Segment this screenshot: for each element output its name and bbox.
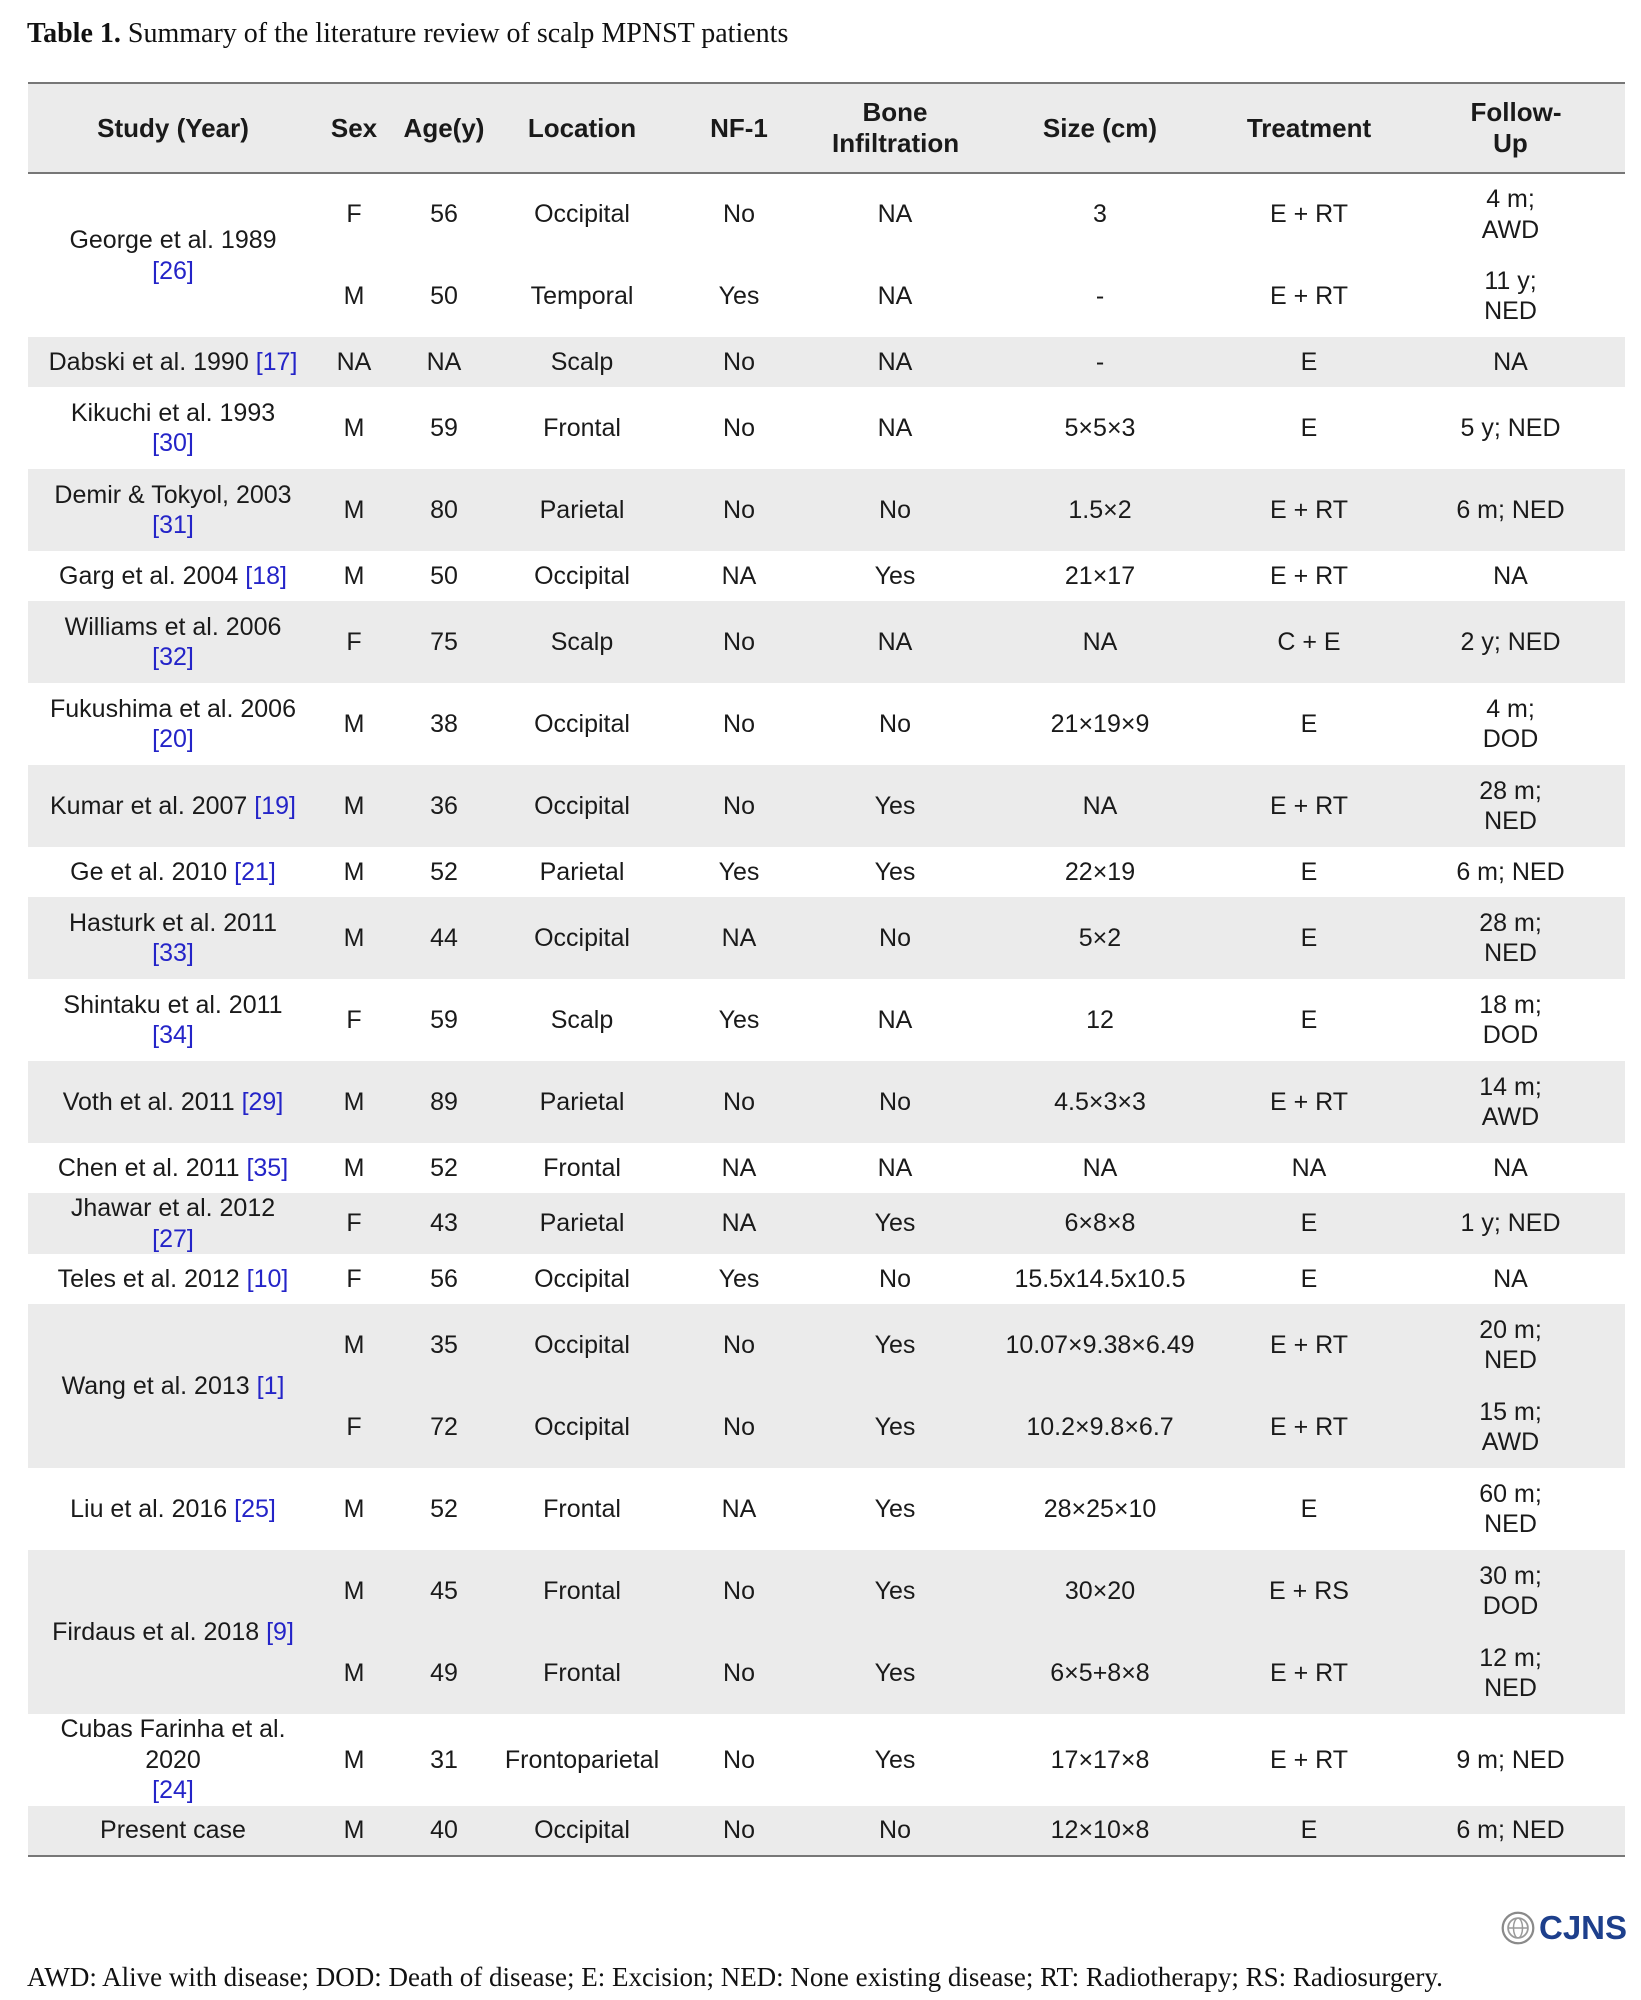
cell-treatment: E + RT xyxy=(1222,1386,1396,1468)
reference-link[interactable]: [31] xyxy=(152,511,194,539)
cell-follow-up: NA xyxy=(1396,551,1625,601)
cell-age: 50 xyxy=(390,551,498,601)
follow-up-text: 18 m; DOD xyxy=(1479,990,1542,1049)
study-name: George et al. 1989 xyxy=(69,226,277,254)
study-name: Shintaku et al. 2011 xyxy=(63,990,283,1019)
table-row xyxy=(28,551,1625,601)
cell-follow-up xyxy=(1396,255,1625,337)
cell-treatment: E + RT xyxy=(1222,1632,1396,1714)
header-age: Age(y) xyxy=(390,83,498,173)
cell-location: Parietal xyxy=(498,1193,666,1254)
study-name: Garg et al. 2004 xyxy=(59,561,239,590)
cell-study xyxy=(28,1468,318,1550)
cell-sex: M xyxy=(318,387,390,469)
cell-age: 40 xyxy=(390,1806,498,1856)
cell-age: 49 xyxy=(390,1632,498,1714)
study-name: Ge et al. 2010 xyxy=(70,857,228,886)
header-bone-infiltration xyxy=(812,83,978,173)
cell-nf1: No xyxy=(666,387,812,469)
cell-size: NA xyxy=(978,1143,1222,1193)
cell-age: 72 xyxy=(390,1386,498,1468)
cell-nf1: Yes xyxy=(666,255,812,337)
cell-size: 15.5x14.5x10.5 xyxy=(978,1254,1222,1304)
header-treatment: Treatment xyxy=(1222,83,1396,173)
table-caption-text: Summary of the literature review of scalp MPNST patients xyxy=(127,18,789,49)
cell-age: 44 xyxy=(390,897,498,979)
table-footnote: AWD: Alive with disease; DOD: Death of disease; E: Excision; NED: None existing disease; RT: Radiotherapy; RS: Radiosurgery. xyxy=(27,1962,1443,1992)
cell-study xyxy=(28,979,318,1061)
cell-study xyxy=(28,337,318,387)
cell-sex: M xyxy=(318,1468,390,1550)
table-row xyxy=(28,897,1625,979)
table-row xyxy=(28,683,1625,765)
table-row xyxy=(28,1193,1625,1254)
cell-size: 10.07×9.38×6.49 xyxy=(978,1304,1222,1386)
logo-text: CJNS xyxy=(1539,1909,1628,1946)
reference-link[interactable]: [24] xyxy=(152,1776,194,1804)
cell-sex: M xyxy=(318,255,390,337)
reference-link[interactable]: [20] xyxy=(152,725,194,753)
follow-up-text: 20 m; NED xyxy=(1479,1315,1542,1374)
cell-sex: M xyxy=(318,1143,390,1193)
cell-age: NA xyxy=(390,337,498,387)
cell-bone-infiltration: Yes xyxy=(812,1304,978,1386)
reference-link[interactable]: [1] xyxy=(256,1371,285,1400)
reference-link[interactable]: [25] xyxy=(234,1494,276,1523)
cell-size: 5×2 xyxy=(978,897,1222,979)
cell-treatment: E + RT xyxy=(1222,1714,1396,1806)
cell-follow-up: 5 y; NED xyxy=(1396,387,1625,469)
cell-location: Scalp xyxy=(498,979,666,1061)
study-name: Firdaus et al. 2018 xyxy=(52,1617,260,1646)
table-caption xyxy=(27,18,788,50)
cell-bone-infiltration: NA xyxy=(812,387,978,469)
study-name: Teles et al. 2012 xyxy=(57,1264,240,1293)
cell-location: Parietal xyxy=(498,847,666,897)
header-nf1: NF-1 xyxy=(666,83,812,173)
cell-nf1: No xyxy=(666,683,812,765)
cell-nf1: No xyxy=(666,173,812,255)
follow-up-text: 4 m; AWD xyxy=(1481,185,1540,244)
cell-nf1: No xyxy=(666,1386,812,1468)
header-bone-infiltration-label: Bone Infiltration xyxy=(832,97,960,158)
study-name: Voth et al. 2011 xyxy=(62,1087,235,1116)
cell-follow-up: 1 y; NED xyxy=(1396,1193,1625,1254)
cell-sex: M xyxy=(318,1304,390,1386)
cell-age: 80 xyxy=(390,469,498,551)
cell-sex: M xyxy=(318,469,390,551)
cell-sex: M xyxy=(318,551,390,601)
cell-age: 59 xyxy=(390,387,498,469)
cell-follow-up xyxy=(1396,1468,1625,1550)
reference-link[interactable]: [33] xyxy=(152,939,194,967)
study-name: Cubas Farinha et al. 2020 xyxy=(60,1715,286,1774)
cell-nf1: NA xyxy=(666,897,812,979)
reference-link[interactable]: [30] xyxy=(152,429,194,457)
cell-follow-up xyxy=(1396,765,1625,847)
cell-bone-infiltration: NA xyxy=(812,601,978,683)
cell-study xyxy=(28,601,318,683)
cell-follow-up xyxy=(1396,1061,1625,1143)
cell-age: 52 xyxy=(390,1143,498,1193)
cell-location: Occipital xyxy=(498,1806,666,1856)
cell-size: 30×20 xyxy=(978,1550,1222,1632)
follow-up-text: 60 m; NED xyxy=(1479,1479,1542,1538)
cell-treatment: E + RS xyxy=(1222,1550,1396,1632)
cell-nf1: No xyxy=(666,1550,812,1632)
cell-size: 28×25×10 xyxy=(978,1468,1222,1550)
table-row xyxy=(28,337,1625,387)
cell-study xyxy=(28,1143,318,1193)
cell-study xyxy=(28,551,318,601)
cell-study xyxy=(28,387,318,469)
table-header-row xyxy=(28,83,1625,173)
cell-location: Frontal xyxy=(498,1468,666,1550)
cell-age: 89 xyxy=(390,1061,498,1143)
follow-up-text: 4 m; DOD xyxy=(1482,694,1539,753)
reference-link[interactable]: [26] xyxy=(152,256,194,285)
cell-nf1: Yes xyxy=(666,979,812,1061)
cell-age: 59 xyxy=(390,979,498,1061)
cell-age: 31 xyxy=(390,1714,498,1806)
study-name: Wang et al. 2013 xyxy=(61,1371,250,1400)
cell-follow-up: 9 m; NED xyxy=(1396,1714,1625,1806)
cell-location: Occipital xyxy=(498,1254,666,1304)
cell-age: 45 xyxy=(390,1550,498,1632)
cell-bone-infiltration: No xyxy=(812,683,978,765)
cell-sex: F xyxy=(318,979,390,1061)
cell-age: 43 xyxy=(390,1193,498,1254)
cell-sex: M xyxy=(318,1061,390,1143)
cell-bone-infiltration: Yes xyxy=(812,1632,978,1714)
cell-follow-up: NA xyxy=(1396,1143,1625,1193)
table-row xyxy=(28,1714,1625,1806)
header-study: Study (Year) xyxy=(28,83,318,173)
header-follow-up-label: Follow-Up xyxy=(1470,97,1562,158)
table-row xyxy=(28,601,1625,683)
cell-treatment: E xyxy=(1222,387,1396,469)
study-name: Kumar et al. 2007 xyxy=(50,791,248,820)
cell-study xyxy=(28,1061,318,1143)
cell-size: - xyxy=(978,337,1222,387)
cell-follow-up xyxy=(1396,979,1625,1061)
cell-sex: F xyxy=(318,1193,390,1254)
cell-location: Occipital xyxy=(498,1386,666,1468)
cell-location: Occipital xyxy=(498,551,666,601)
table-row xyxy=(28,979,1625,1061)
table-row xyxy=(28,765,1625,847)
cell-study xyxy=(28,683,318,765)
study-name: Chen et al. 2011 xyxy=(57,1153,240,1182)
cell-nf1: Yes xyxy=(666,1254,812,1304)
cell-bone-infiltration: No xyxy=(812,1061,978,1143)
follow-up-text: 11 y; NED xyxy=(1484,266,1537,325)
study-name: Williams et al. 2006 xyxy=(64,612,282,641)
cell-study xyxy=(28,1806,318,1856)
cell-location: Occipital xyxy=(498,1304,666,1386)
cell-treatment: E + RT xyxy=(1222,173,1396,255)
cell-study xyxy=(28,1714,318,1806)
cell-location: Parietal xyxy=(498,469,666,551)
cell-sex: M xyxy=(318,1550,390,1632)
cell-size: 6×8×8 xyxy=(978,1193,1222,1254)
cell-location: Frontoparietal xyxy=(498,1714,666,1806)
cell-treatment: E + RT xyxy=(1222,1061,1396,1143)
cell-location: Temporal xyxy=(498,255,666,337)
cell-size: 3 xyxy=(978,173,1222,255)
cell-location: Frontal xyxy=(498,1550,666,1632)
reference-link[interactable]: [34] xyxy=(152,1021,194,1049)
cell-nf1: No xyxy=(666,765,812,847)
cell-follow-up: 6 m; NED xyxy=(1396,847,1625,897)
follow-up-text: 14 m; AWD xyxy=(1479,1072,1542,1131)
cell-treatment: E + RT xyxy=(1222,469,1396,551)
header-follow-up xyxy=(1396,83,1625,173)
cell-treatment: E xyxy=(1222,1254,1396,1304)
table-row xyxy=(28,1061,1625,1143)
cell-bone-infiltration: NA xyxy=(812,979,978,1061)
reference-link[interactable]: [35] xyxy=(246,1153,289,1182)
cell-nf1: No xyxy=(666,337,812,387)
table-row xyxy=(28,1143,1625,1193)
cell-location: Parietal xyxy=(498,1061,666,1143)
cell-age: 56 xyxy=(390,173,498,255)
globe-icon xyxy=(1500,1910,1536,1946)
study-name: Demir & Tokyol, 2003 xyxy=(54,480,292,509)
cell-nf1: NA xyxy=(666,1193,812,1254)
cell-follow-up xyxy=(1396,173,1625,255)
cell-bone-infiltration: Yes xyxy=(812,1468,978,1550)
cell-age: 50 xyxy=(390,255,498,337)
cell-study xyxy=(28,1304,318,1468)
cell-study xyxy=(28,1254,318,1304)
follow-up-text: 28 m; NED xyxy=(1479,908,1542,967)
cell-size: 21×17 xyxy=(978,551,1222,601)
study-name: Fukushima et al. 2006 xyxy=(50,694,296,723)
study-name: Hasturk et al. 2011 xyxy=(69,908,277,937)
cell-age: 52 xyxy=(390,1468,498,1550)
cell-size: 5×5×3 xyxy=(978,387,1222,469)
cell-location: Occipital xyxy=(498,683,666,765)
cell-sex: F xyxy=(318,601,390,683)
cell-age: 38 xyxy=(390,683,498,765)
cell-size: 12 xyxy=(978,979,1222,1061)
cell-location: Frontal xyxy=(498,1632,666,1714)
cell-bone-infiltration: No xyxy=(812,897,978,979)
cell-nf1: No xyxy=(666,469,812,551)
cell-bone-infiltration: Yes xyxy=(812,1386,978,1468)
study-name: Jhawar et al. 2012 xyxy=(70,1194,276,1222)
cell-nf1: No xyxy=(666,601,812,683)
cell-sex: M xyxy=(318,765,390,847)
cell-follow-up xyxy=(1396,1386,1625,1468)
cell-follow-up xyxy=(1396,897,1625,979)
table-row xyxy=(28,847,1625,897)
cell-nf1: No xyxy=(666,1304,812,1386)
cell-treatment: C + E xyxy=(1222,601,1396,683)
follow-up-text: 15 m; AWD xyxy=(1479,1397,1542,1456)
cell-nf1: No xyxy=(666,1632,812,1714)
cell-study xyxy=(28,173,318,337)
cell-location: Scalp xyxy=(498,337,666,387)
cell-size: NA xyxy=(978,765,1222,847)
cell-study xyxy=(28,847,318,897)
table-row xyxy=(28,1254,1625,1304)
literature-review-table xyxy=(28,82,1625,1857)
cell-follow-up: NA xyxy=(1396,1254,1625,1304)
cell-bone-infiltration: Yes xyxy=(812,765,978,847)
cell-size: 21×19×9 xyxy=(978,683,1222,765)
follow-up-text: 30 m; DOD xyxy=(1479,1561,1542,1620)
reference-link[interactable]: [17] xyxy=(255,347,298,376)
header-size: Size (cm) xyxy=(978,83,1222,173)
reference-link[interactable]: [18] xyxy=(245,561,287,590)
cell-location: Occipital xyxy=(498,897,666,979)
reference-link[interactable]: [29] xyxy=(241,1087,284,1116)
reference-link[interactable]: [9] xyxy=(266,1617,294,1646)
cell-follow-up xyxy=(1396,683,1625,765)
cell-location: Frontal xyxy=(498,387,666,469)
cell-location: Frontal xyxy=(498,1143,666,1193)
table-row xyxy=(28,1304,1625,1386)
cell-follow-up xyxy=(1396,1632,1625,1714)
cell-study xyxy=(28,897,318,979)
cell-location: Occipital xyxy=(498,173,666,255)
cell-nf1: NA xyxy=(666,1468,812,1550)
reference-link[interactable]: [32] xyxy=(152,643,194,671)
reference-link[interactable]: [10] xyxy=(246,1264,289,1293)
journal-logo xyxy=(1500,1909,1627,1947)
cell-treatment: E xyxy=(1222,847,1396,897)
cell-bone-infiltration: No xyxy=(812,469,978,551)
cell-follow-up: NA xyxy=(1396,337,1625,387)
follow-up-text: 12 m; NED xyxy=(1479,1643,1542,1702)
cell-age: 52 xyxy=(390,847,498,897)
cell-nf1: Yes xyxy=(666,847,812,897)
cell-study xyxy=(28,1193,318,1254)
cell-nf1: NA xyxy=(666,1143,812,1193)
cell-nf1: NA xyxy=(666,551,812,601)
cell-age: 35 xyxy=(390,1304,498,1386)
cell-sex: F xyxy=(318,1254,390,1304)
cell-age: 36 xyxy=(390,765,498,847)
cell-follow-up: 2 y; NED xyxy=(1396,601,1625,683)
cell-age: 75 xyxy=(390,601,498,683)
table-row xyxy=(28,1806,1625,1856)
cell-treatment: E xyxy=(1222,337,1396,387)
cell-follow-up xyxy=(1396,1304,1625,1386)
cell-bone-infiltration: Yes xyxy=(812,1714,978,1806)
cell-sex: F xyxy=(318,1386,390,1468)
cell-size: 12×10×8 xyxy=(978,1806,1222,1856)
cell-size: 6×5+8×8 xyxy=(978,1632,1222,1714)
cell-treatment: E + RT xyxy=(1222,255,1396,337)
cell-nf1: No xyxy=(666,1806,812,1856)
cell-treatment: E + RT xyxy=(1222,551,1396,601)
header-location: Location xyxy=(498,83,666,173)
cell-sex: M xyxy=(318,847,390,897)
table-row xyxy=(28,1468,1625,1550)
cell-study xyxy=(28,765,318,847)
cell-sex: M xyxy=(318,1632,390,1714)
study-name: Kikuchi et al. 1993 xyxy=(70,398,276,427)
cell-sex: NA xyxy=(318,337,390,387)
cell-size: 17×17×8 xyxy=(978,1714,1222,1806)
cell-follow-up: 6 m; NED xyxy=(1396,1806,1625,1856)
cell-location: Scalp xyxy=(498,601,666,683)
table-row xyxy=(28,173,1625,255)
cell-bone-infiltration: NA xyxy=(812,1143,978,1193)
cell-study xyxy=(28,1550,318,1714)
header-sex: Sex xyxy=(318,83,390,173)
table-row xyxy=(28,469,1625,551)
cell-size: 1.5×2 xyxy=(978,469,1222,551)
reference-link[interactable]: [19] xyxy=(254,791,296,820)
cell-size: NA xyxy=(978,601,1222,683)
cell-bone-infiltration: Yes xyxy=(812,847,978,897)
table-body xyxy=(28,173,1625,1856)
cell-age: 56 xyxy=(390,1254,498,1304)
cell-treatment: E xyxy=(1222,683,1396,765)
cell-treatment: E xyxy=(1222,1806,1396,1856)
cell-treatment: E xyxy=(1222,1468,1396,1550)
cell-bone-infiltration: NA xyxy=(812,173,978,255)
table-row xyxy=(28,387,1625,469)
table-row xyxy=(28,1550,1625,1632)
cell-treatment: E + RT xyxy=(1222,765,1396,847)
cell-treatment: E xyxy=(1222,1193,1396,1254)
cell-sex: M xyxy=(318,1714,390,1806)
cell-sex: M xyxy=(318,897,390,979)
reference-link[interactable]: [27] xyxy=(152,1224,194,1253)
cell-sex: F xyxy=(318,173,390,255)
study-name: Present case xyxy=(100,1815,246,1844)
cell-bone-infiltration: NA xyxy=(812,255,978,337)
cell-study xyxy=(28,469,318,551)
cell-follow-up: 6 m; NED xyxy=(1396,469,1625,551)
cell-size: - xyxy=(978,255,1222,337)
cell-bone-infiltration: No xyxy=(812,1806,978,1856)
cell-sex: M xyxy=(318,1806,390,1856)
cell-size: 10.2×9.8×6.7 xyxy=(978,1386,1222,1468)
cell-follow-up xyxy=(1396,1550,1625,1632)
cell-bone-infiltration: No xyxy=(812,1254,978,1304)
cell-treatment: E xyxy=(1222,979,1396,1061)
cell-size: 4.5×3×3 xyxy=(978,1061,1222,1143)
cell-bone-infiltration: Yes xyxy=(812,551,978,601)
cell-sex: M xyxy=(318,683,390,765)
cell-location: Occipital xyxy=(498,765,666,847)
cell-treatment: E xyxy=(1222,897,1396,979)
follow-up-text: 28 m; NED xyxy=(1479,776,1542,835)
cell-size: 22×19 xyxy=(978,847,1222,897)
cell-nf1: No xyxy=(666,1714,812,1806)
study-name: Liu et al. 2016 xyxy=(70,1494,228,1523)
reference-link[interactable]: [21] xyxy=(234,857,276,886)
cell-bone-infiltration: Yes xyxy=(812,1550,978,1632)
cell-treatment: NA xyxy=(1222,1143,1396,1193)
cell-bone-infiltration: NA xyxy=(812,337,978,387)
table-caption-label: Table 1. xyxy=(27,18,121,49)
cell-bone-infiltration: Yes xyxy=(812,1193,978,1254)
cell-nf1: No xyxy=(666,1061,812,1143)
cell-treatment: E + RT xyxy=(1222,1304,1396,1386)
study-name: Dabski et al. 1990 xyxy=(48,347,249,376)
